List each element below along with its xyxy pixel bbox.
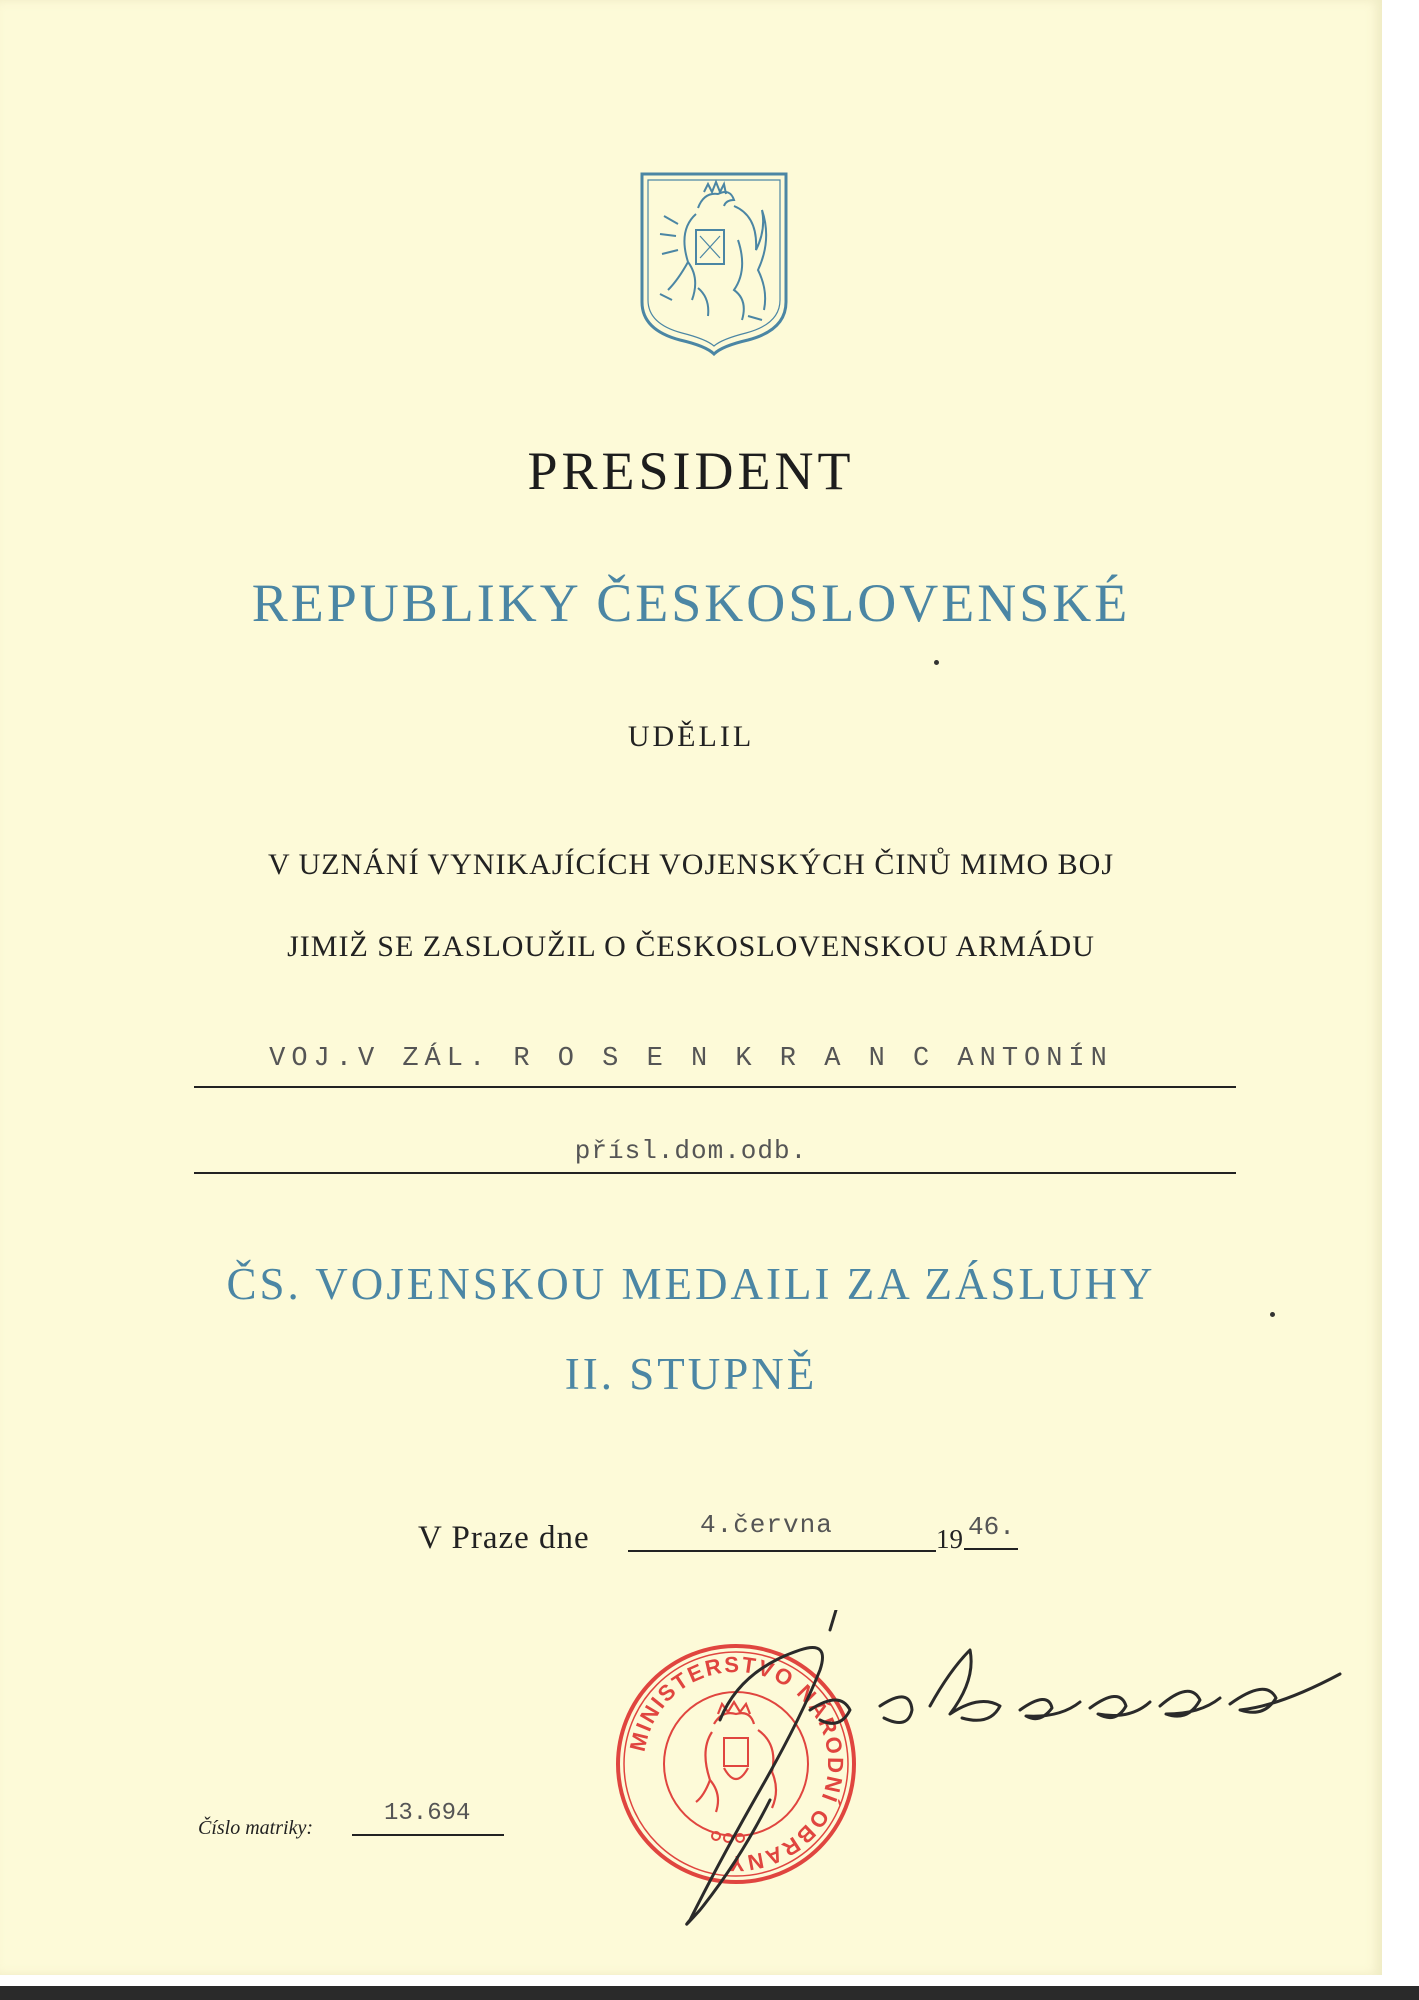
title-republic: REPUBLIKY ČESKOSLOVENSKÉ xyxy=(251,573,1131,633)
registry-number: 13.694 xyxy=(384,1800,471,1827)
signature-icon xyxy=(680,1610,1360,1940)
verb-granted: UDĚLIL xyxy=(627,720,755,753)
registry-underline xyxy=(352,1834,504,1836)
recipient-unit: přísl.dom.odb. xyxy=(574,1136,808,1166)
scan-edge xyxy=(0,1986,1419,2000)
reason-line-1: V UZNÁNÍ VYNIKAJÍCÍCH VOJENSKÝCH ČINŮ MIMO BOJ xyxy=(267,848,1115,881)
year-underline xyxy=(964,1548,1018,1550)
ink-speck xyxy=(934,660,939,665)
recipient-name: VOJ.V ZÁL. R O S E N K R A N C ANTONÍN xyxy=(269,1044,1113,1074)
award-degree: II. STUPNĚ xyxy=(564,1349,818,1399)
year-prefix: 19 xyxy=(936,1524,963,1554)
crest-icon xyxy=(638,170,790,356)
date-value: 4.června xyxy=(700,1510,833,1540)
reason-line-2: JIMIŽ SE ZASLOUŽIL O ČESKOSLOVENSKOU ARMÁDU xyxy=(287,930,1095,963)
title-president: PRESIDENT xyxy=(527,441,855,501)
svg-text:MINISTERSTVO NÁRODNÍ OBRANY: MINISTERSTVO NÁRODNÍ OBRANY xyxy=(624,1651,849,1877)
recipient-underline xyxy=(194,1086,1236,1088)
award-name: ČS. VOJENSKOU MEDAILI ZA ZÁSLUHY xyxy=(226,1259,1156,1309)
date-underline xyxy=(628,1550,936,1552)
registry-label: Číslo matriky: xyxy=(198,1817,313,1839)
unit-underline xyxy=(194,1172,1236,1174)
year-suffix: 46. xyxy=(968,1512,1015,1542)
place-date-label: V Praze dne xyxy=(418,1520,590,1556)
ink-speck xyxy=(1270,1312,1275,1317)
